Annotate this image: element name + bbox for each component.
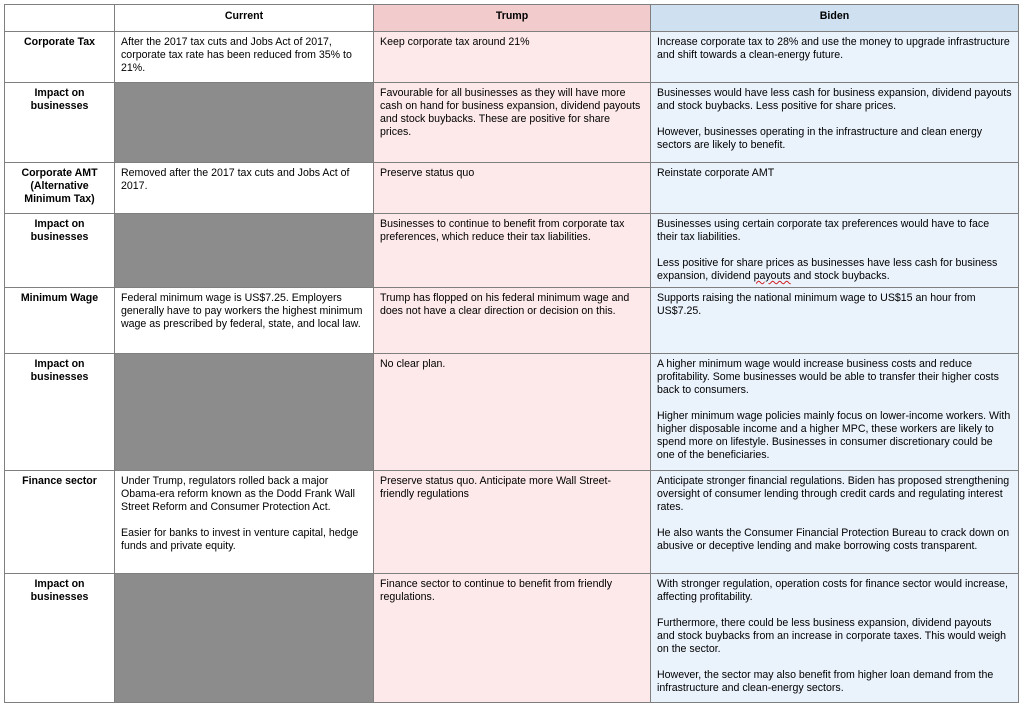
- table-row: [5, 83, 1019, 163]
- current-paragraph: Removed after the 2017 tax cuts and Jobs Act of 2017.: [121, 167, 350, 192]
- trump-paragraph: Preserve status quo: [380, 167, 475, 179]
- current-paragraph: Under Trump, regulators rolled back a major Obama-era reform known as the Dodd Frank Wall Street Reform and Consumer Protection Act.: [121, 475, 355, 513]
- current-cell-empty: [115, 354, 374, 471]
- biden-paragraph: Anticipate stronger financial regulations. Biden has proposed strengthening oversight of consumer lending through credit cards and regulating interest rates.: [657, 475, 1010, 513]
- biden-cell: [651, 214, 1019, 288]
- current-cell-empty: [115, 574, 374, 703]
- table-header-row: [5, 5, 1019, 32]
- current-cell: [115, 163, 374, 214]
- trump-cell: [374, 288, 651, 354]
- trump-cell: [374, 163, 651, 214]
- trump-paragraph: Businesses to continue to benefit from corporate tax preferences, which reduce their tax liabilities.: [380, 218, 625, 243]
- trump-cell: [374, 32, 651, 83]
- trump-paragraph: No clear plan.: [380, 358, 446, 370]
- trump-paragraph: Finance sector to continue to benefit from friendly regulations.: [380, 578, 613, 603]
- biden-cell: [651, 574, 1019, 703]
- trump-cell: [374, 471, 651, 574]
- row-label: Finance sector: [5, 471, 115, 574]
- row-label: Impact on businesses: [5, 354, 115, 471]
- biden-paragraph: Supports raising the national minimum wage to US$15 an hour from US$7.25.: [657, 292, 976, 317]
- row-label: Corporate Tax: [5, 32, 115, 83]
- policy-comparison-table: [4, 4, 1019, 703]
- current-cell-empty: [115, 83, 374, 163]
- current-paragraph: After the 2017 tax cuts and Jobs Act of 2017, corporate tax rate has been reduced from 35% to 21%.: [121, 36, 352, 74]
- biden-cell: [651, 32, 1019, 83]
- row-label: Impact on businesses: [5, 214, 115, 288]
- current-paragraph: Easier for banks to invest in venture capital, hedge funds and private equity.: [121, 527, 359, 552]
- biden-paragraph: Businesses using certain corporate tax preferences would have to face their tax liabilities.: [657, 218, 990, 243]
- table-row: [5, 471, 1019, 574]
- header-biden: Biden: [651, 5, 1019, 32]
- trump-paragraph: Keep corporate tax around 21%: [380, 36, 530, 48]
- trump-cell: [374, 214, 651, 288]
- current-cell-empty: [115, 214, 374, 288]
- row-label: Corporate AMT (Alternative Minimum Tax): [5, 163, 115, 214]
- table-row: [5, 32, 1019, 83]
- trump-paragraph: Favourable for all businesses as they will have more cash on hand for business expansion, dividend payouts and stock buybacks. These are positive for share prices.: [380, 87, 641, 138]
- trump-cell: [374, 354, 651, 471]
- header-trump: Trump: [374, 5, 651, 32]
- biden-paragraph: Furthermore, there could be less business expansion, dividend payouts and stock buybacks from an increase in corporate taxes. This would weigh on the sector.: [657, 617, 1006, 655]
- current-cell: [115, 288, 374, 354]
- biden-cell: [651, 83, 1019, 163]
- biden-paragraph: A higher minimum wage would increase business costs and reduce profitability. Some businesses would be able to transfer their higher costs back to consumers.: [657, 358, 999, 396]
- trump-paragraph: Preserve status quo. Anticipate more Wall Street-friendly regulations: [380, 475, 612, 500]
- row-label: Impact on businesses: [5, 574, 115, 703]
- row-label: Minimum Wage: [5, 288, 115, 354]
- biden-paragraph: Less positive for share prices as businesses have less cash for business expansion, dividend payouts and stock buybacks.: [657, 257, 998, 282]
- current-cell: [115, 471, 374, 574]
- biden-paragraph: Higher minimum wage policies mainly focus on lower-income workers. With higher disposable income and a higher MPC, these workers are likely to spend more on lifestyle. Businesses in consumer discretionary could be one of the beneficiaries.: [657, 410, 1011, 461]
- biden-paragraph: With stronger regulation, operation costs for finance sector would increase, affecting profitability.: [657, 578, 1008, 603]
- header-blank-cell: [5, 5, 115, 32]
- biden-cell: [651, 354, 1019, 471]
- biden-paragraph: Businesses would have less cash for business expansion, dividend payouts and stock buybacks. Less positive for share prices.: [657, 87, 1012, 112]
- table-row: [5, 288, 1019, 354]
- biden-paragraph: However, the sector may also benefit from higher loan demand from the infrastructure and clean-energy sectors.: [657, 669, 994, 694]
- table-row: [5, 214, 1019, 288]
- biden-paragraph: He also wants the Consumer Financial Protection Bureau to crack down on abusive or deceptive lending and make borrowing costs transparent.: [657, 527, 1010, 552]
- trump-cell: [374, 574, 651, 703]
- row-label: Impact on businesses: [5, 83, 115, 163]
- biden-paragraph: However, businesses operating in the infrastructure and clean energy sectors are likely to benefit.: [657, 126, 983, 151]
- table-row: [5, 574, 1019, 703]
- biden-paragraph: Increase corporate tax to 28% and use the money to upgrade infrastructure and shift towards a clean-energy future.: [657, 36, 1010, 61]
- biden-cell: [651, 288, 1019, 354]
- current-cell: [115, 32, 374, 83]
- header-current: Current: [115, 5, 374, 32]
- biden-cell: [651, 163, 1019, 214]
- trump-paragraph: Trump has flopped on his federal minimum wage and does not have a clear direction or decision on this.: [380, 292, 630, 317]
- trump-cell: [374, 83, 651, 163]
- table-row: [5, 163, 1019, 214]
- table-row: [5, 354, 1019, 471]
- table-body: [5, 32, 1019, 703]
- current-paragraph: Federal minimum wage is US$7.25. Employers generally have to pay workers the highest minimum wage as prescribed by federal, state, and local law.: [121, 292, 363, 330]
- biden-paragraph: Reinstate corporate AMT: [657, 167, 775, 179]
- biden-cell: [651, 471, 1019, 574]
- spellcheck-underline: payouts: [753, 270, 791, 282]
